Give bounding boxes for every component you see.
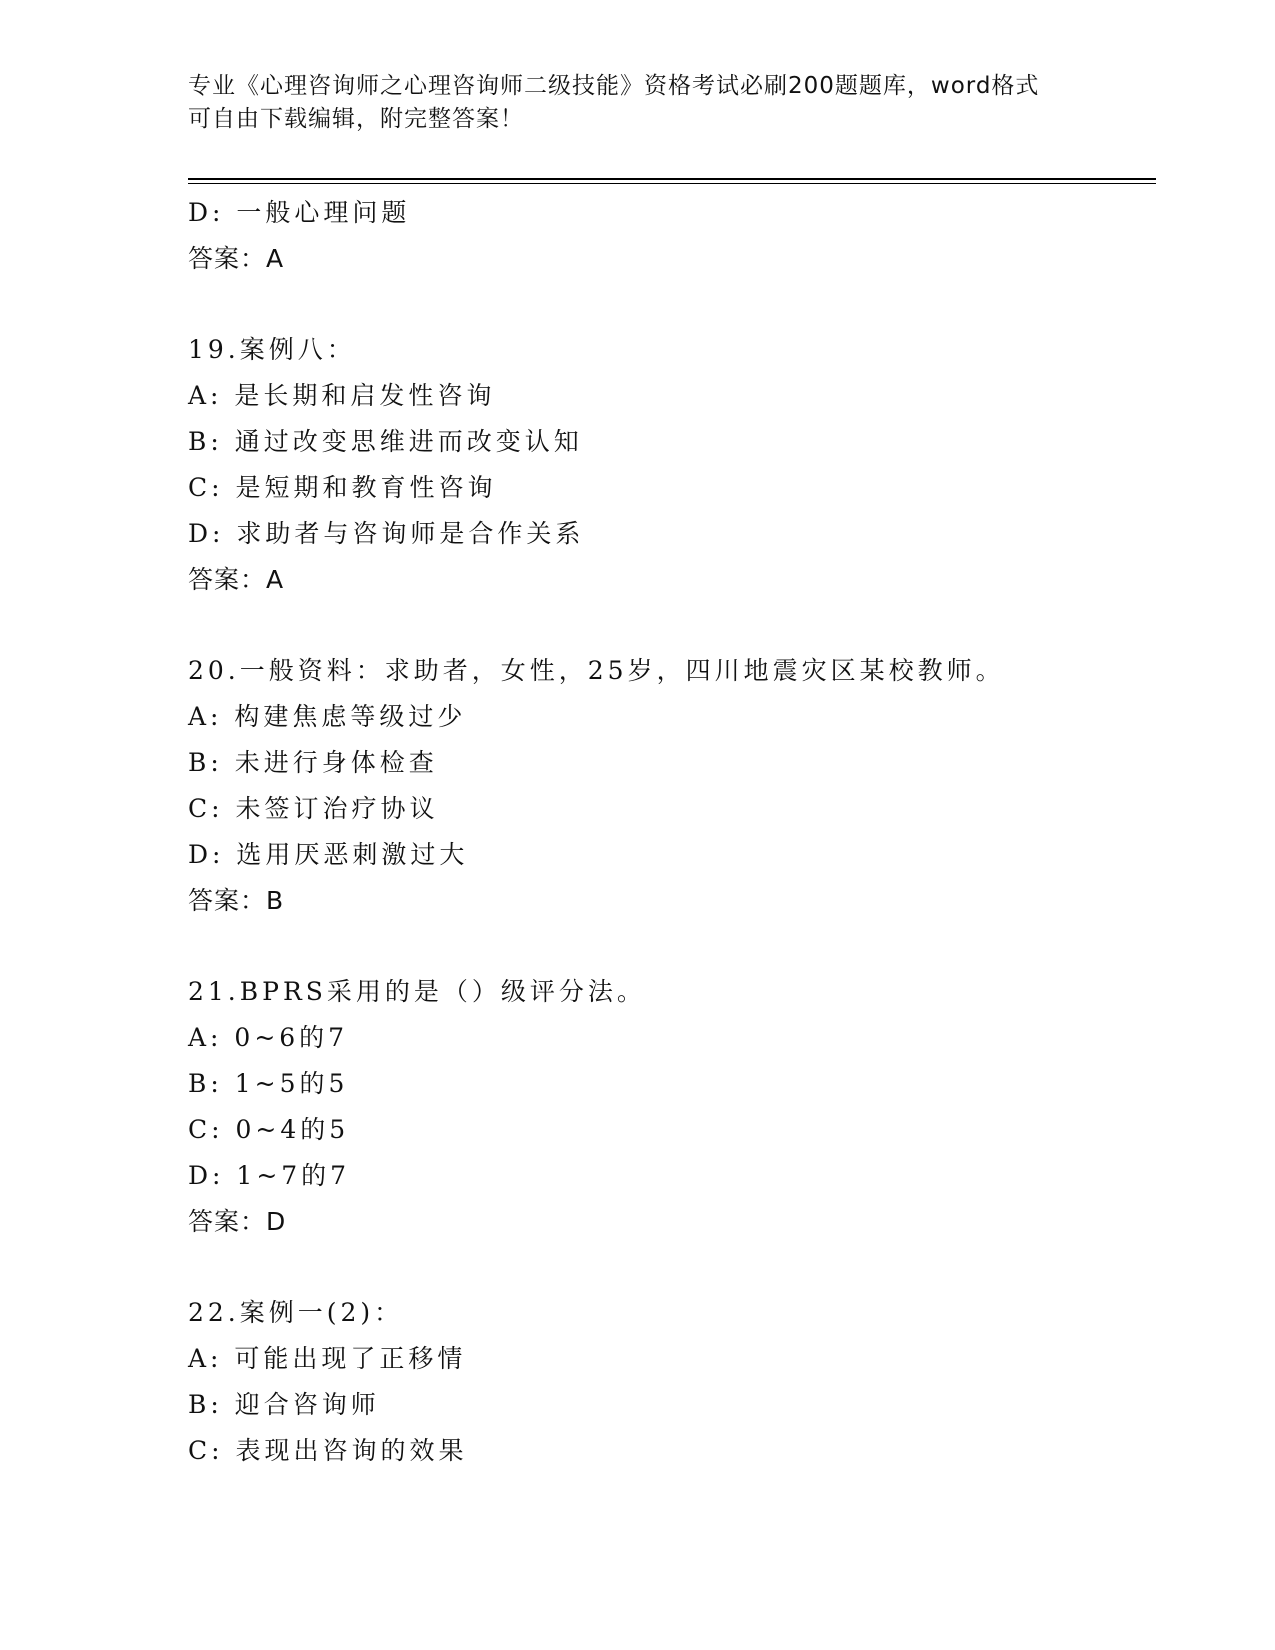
question-stem: 22.案例一(2)：	[188, 1298, 404, 1327]
answer-key: 答案：D	[188, 1207, 287, 1236]
question-spacer	[188, 1245, 1156, 1290]
document-header	[188, 70, 1088, 136]
answer-option: B: 迎合咨询师	[188, 1390, 380, 1419]
answer-option: B: 未进行身体检查	[188, 748, 438, 777]
answer-option: C: 是短期和教育性咨询	[188, 473, 497, 502]
header-title-line-1: 专业《心理咨询师之心理咨询师二级技能》资格考试必刷200题题库，word格式	[188, 73, 1040, 99]
answer-option: A: 是长期和启发性咨询	[188, 381, 496, 410]
answer-key: 答案：B	[188, 886, 285, 915]
answer-option: C: 表现出咨询的效果	[188, 1436, 468, 1465]
question-stem: 20.一般资料：求助者，女性，25岁，四川地震灾区某校教师。	[188, 656, 1005, 685]
answer-key: 答案：A	[188, 565, 285, 594]
answer-option: C: 未签订治疗协议	[188, 794, 439, 823]
question-spacer	[188, 924, 1156, 969]
header-divider-bottom	[188, 183, 1156, 184]
answer-option: B: 1~5的5	[188, 1069, 349, 1098]
answer-option: B: 通过改变思维进而改变认知	[188, 427, 583, 456]
answer-option: C: 0~4的5	[188, 1115, 350, 1144]
answer-option: A: 0~6的7	[188, 1023, 349, 1052]
question-content	[188, 190, 1156, 1474]
question-spacer	[188, 282, 1156, 327]
answer-key: 答案：A	[188, 244, 285, 273]
header-title-line-2: 可自由下载编辑，附完整答案！	[188, 106, 524, 132]
question-stem: 21.BPRS采用的是（）级评分法。	[188, 977, 646, 1006]
answer-option: D: 求助者与咨询师是合作关系	[188, 519, 585, 548]
header-divider-top	[188, 178, 1156, 180]
answer-option: D: 选用厌恶刺激过大	[188, 840, 469, 869]
answer-option: D: 1~7的7	[188, 1161, 351, 1190]
answer-option: A: 构建焦虑等级过少	[188, 702, 467, 731]
question-spacer	[188, 603, 1156, 648]
answer-option: A: 可能出现了正移情	[188, 1344, 467, 1373]
question-stem: 19.案例八：	[188, 335, 356, 364]
answer-option: D: 一般心理问题	[188, 198, 411, 227]
